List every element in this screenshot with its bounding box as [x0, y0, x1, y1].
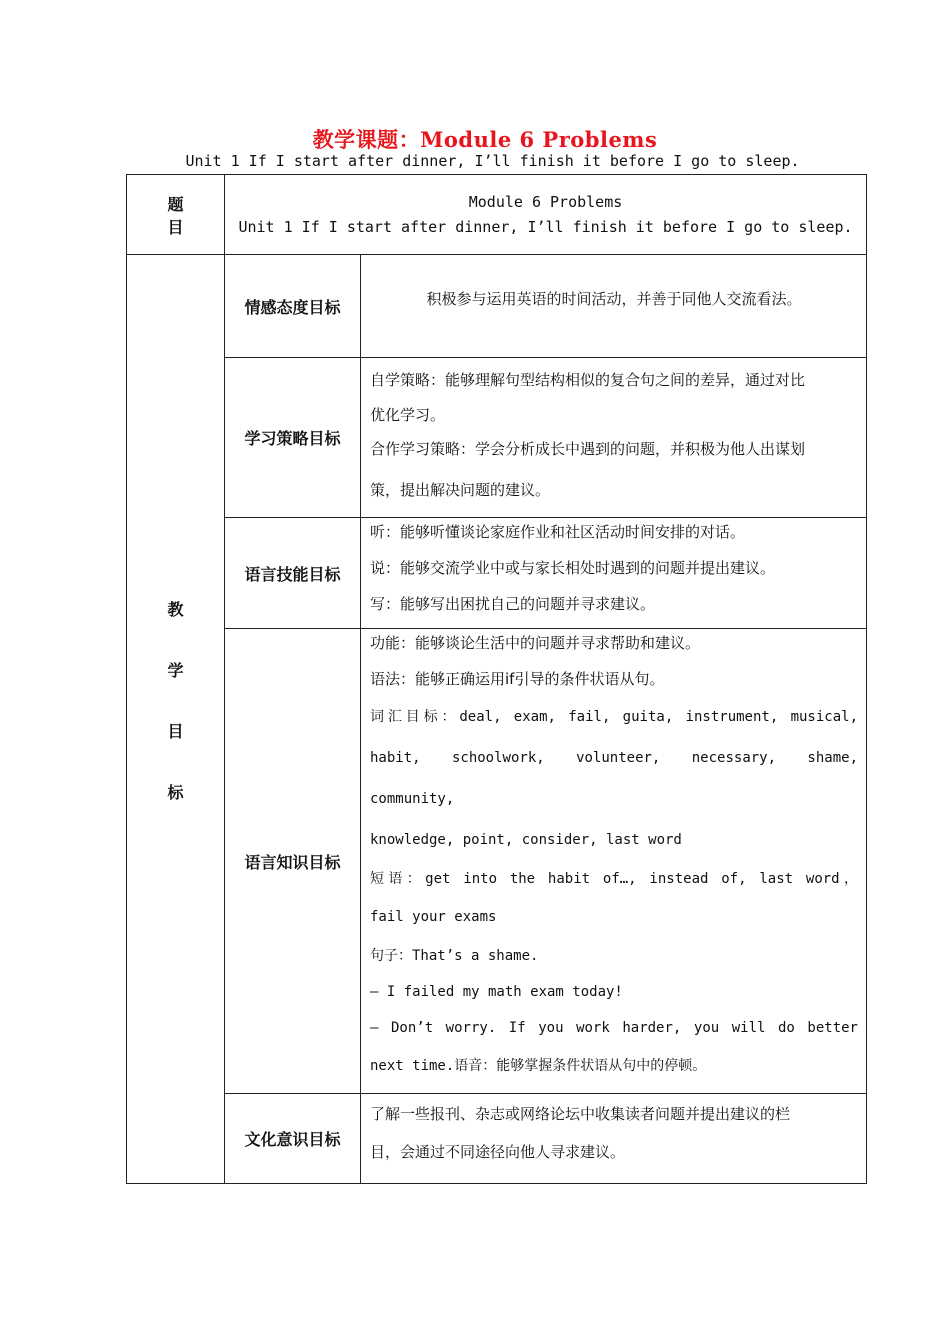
- emotion-text: 积极参与运用英语的时间活动，并善于同他人交流看法。: [426, 290, 802, 308]
- topic-label-char: 题: [167, 194, 184, 214]
- goals-label-char: 目: [167, 722, 184, 741]
- knowledge-line: 句子：That’s a shame.: [370, 948, 539, 964]
- knowledge-line: — I failed my math exam today!: [370, 984, 623, 1000]
- topic-row: [127, 175, 867, 255]
- culture-content: [361, 1094, 867, 1184]
- culture-label: 文化意识目标: [225, 1094, 361, 1184]
- lesson-plan-table: [126, 174, 867, 1184]
- goals-label-char: 标: [167, 783, 184, 802]
- topic-label: [127, 175, 225, 255]
- page-subtitle: Unit 1 If I start after dinner, I’ll finish it before I go to sleep.: [185, 152, 800, 170]
- knowledge-line: fail your exams: [370, 909, 497, 925]
- page-title: 教学课题：Module 6 Problems: [312, 127, 658, 152]
- goals-label: [127, 255, 225, 1184]
- knowledge-line: — Don’t worry. If you work harder, you will do better: [370, 1020, 858, 1036]
- strategy-label: 学习策略目标: [225, 358, 361, 518]
- emotion-label: 情感态度目标: [225, 255, 361, 358]
- knowledge-content: [361, 629, 867, 1094]
- skills-line: 听：能够听懂谈论家庭作业和社区活动时间安排的对话。: [370, 523, 746, 541]
- goals-label-char: 教: [167, 600, 184, 619]
- strategy-line: 优化学习。: [370, 406, 446, 424]
- knowledge-label: 语言知识目标: [225, 629, 361, 1094]
- skills-line: 说：能够交流学业中或与家长相处时遇到的问题并提出建议。: [370, 559, 776, 577]
- knowledge-line: next time.语音：能够掌握条件状语从句中的停顿。: [370, 1058, 707, 1074]
- culture-line: 了解一些报刊、杂志或网络论坛中收集读者问题并提出建议的栏: [370, 1105, 791, 1123]
- topic-unit: Unit 1 If I start after dinner, I’ll finish it before I go to sleep.: [238, 217, 853, 236]
- emotion-row: [127, 255, 867, 358]
- skills-label: 语言技能目标: [225, 518, 361, 629]
- knowledge-line: knowledge, point, consider, last word: [370, 832, 682, 848]
- knowledge-line: 短语：get into the habit of…, instead of, last word，: [370, 871, 858, 887]
- skills-content: [361, 518, 867, 629]
- skills-row: [127, 518, 867, 629]
- topic-label-char: 目: [167, 217, 184, 237]
- strategy-row: [127, 358, 867, 518]
- topic-module: Module 6 Problems: [468, 192, 623, 211]
- knowledge-row: [127, 629, 867, 1094]
- strategy-content: [361, 358, 867, 518]
- strategy-line: 策，提出解决问题的建议。: [370, 481, 551, 499]
- knowledge-line: 语法：能够正确运用if引导的条件状语从句。: [370, 670, 665, 688]
- emotion-content: [361, 255, 867, 358]
- strategy-line: 自学策略：能够理解句型结构相似的复合句之间的差异，通过对比: [370, 371, 806, 389]
- culture-line: 目，会通过不同途径向他人寻求建议。: [370, 1143, 626, 1161]
- knowledge-line: 功能：能够谈论生活中的问题并寻求帮助和建议。: [370, 634, 701, 652]
- goals-label-char: 学: [167, 661, 184, 680]
- topic-content: [225, 175, 867, 255]
- knowledge-line: habit, schoolwork, volunteer, necessary, shame, community,: [370, 750, 858, 807]
- culture-row: [127, 1094, 867, 1184]
- strategy-line: 合作学习策略：学会分析成长中遇到的问题，并积极为他人出谋划: [370, 440, 806, 458]
- knowledge-line: 词汇目标：deal, exam, fail, guita, instrument, musical,: [370, 709, 858, 725]
- skills-line: 写：能够写出困扰自己的问题并寻求建议。: [370, 595, 656, 613]
